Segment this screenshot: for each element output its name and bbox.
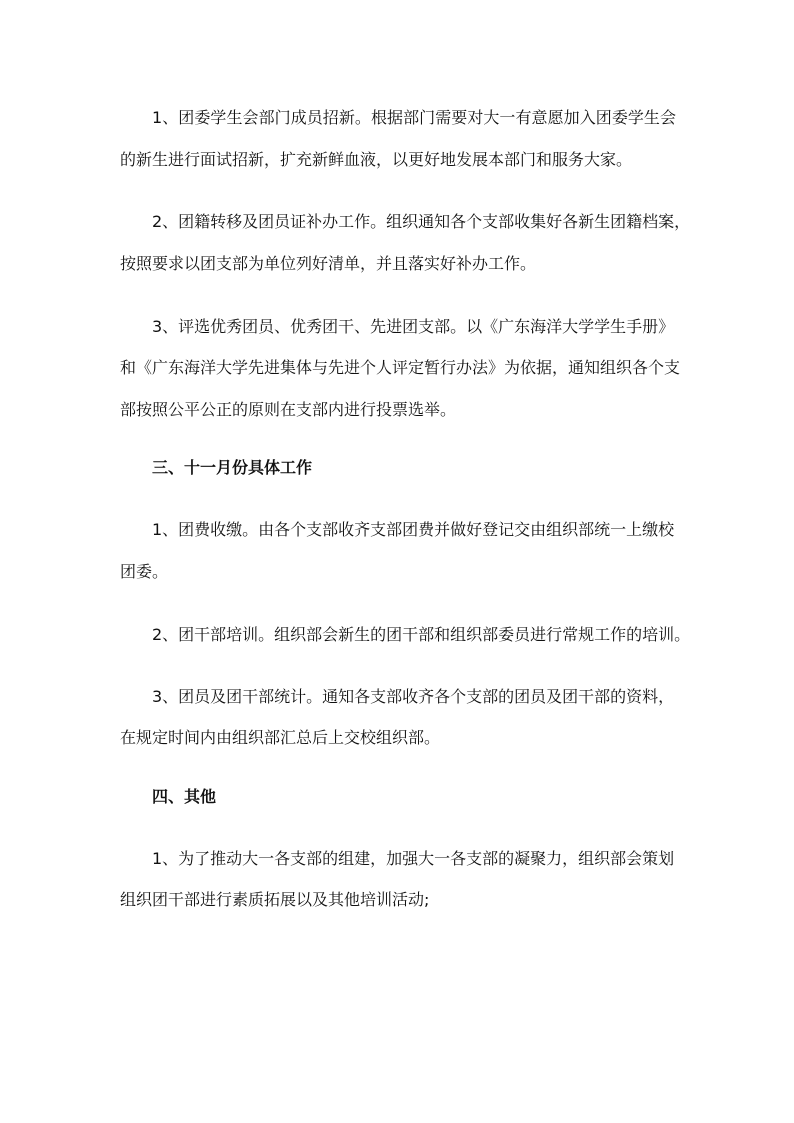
section-4-heading: 四、其他 [152, 787, 217, 806]
paragraph-1-line-1: 1、团委学生会部门成员招新。根据部门需要对大一有意愿加入团委学生会 [152, 108, 676, 127]
paragraph-3-line-3: 部按照公平公正的原则在支部内进行投票选举。 [120, 400, 457, 419]
section-4-item-1-line-1: 1、为了推动大一各支部的组建，加强大一各支部的凝聚力，组织部会策划 [152, 849, 675, 868]
section-3-item-2-line-1: 2、团干部培训。组织部会新生的团干部和组织部委员进行常规工作的培训。 [152, 625, 691, 644]
paragraph-3-line-1: 3、评选优秀团员、优秀团干、先进团支部。以《广东海洋大学学生手册》 [152, 317, 675, 336]
paragraph-3-line-2: 和《广东海洋大学先进集体与先进个人评定暂行办法》为依据，通知组织各个支 [120, 358, 681, 377]
paragraph-2-line-2: 按照要求以团支部为单位列好清单，并且落实好补办工作。 [120, 254, 537, 273]
section-3-item-3-line-1: 3、团员及团干部统计。通知各支部收齐各个支部的团员及团干部的资料， [152, 687, 675, 706]
section-4-item-1-line-2: 组织团干部进行素质拓展以及其他培训活动; [120, 890, 430, 909]
section-3-heading: 三、十一月份具体工作 [152, 458, 313, 477]
section-3-item-1-line-2: 团委。 [120, 562, 169, 581]
paragraph-2-line-1: 2、团籍转移及团员证补办工作。组织通知各个支部收集好各新生团籍档案， [152, 212, 691, 231]
section-3-item-3-line-2: 在规定时间内由组织部汇总后上交校组织部。 [120, 728, 441, 747]
section-3-item-1-line-1: 1、团费收缴。由各个支部收齐支部团费并做好登记交由组织部统一上缴校 [152, 520, 675, 539]
paragraph-1-line-2: 的新生进行面试招新，扩充新鲜血液，以更好地发展本部门和服务大家。 [120, 150, 633, 169]
